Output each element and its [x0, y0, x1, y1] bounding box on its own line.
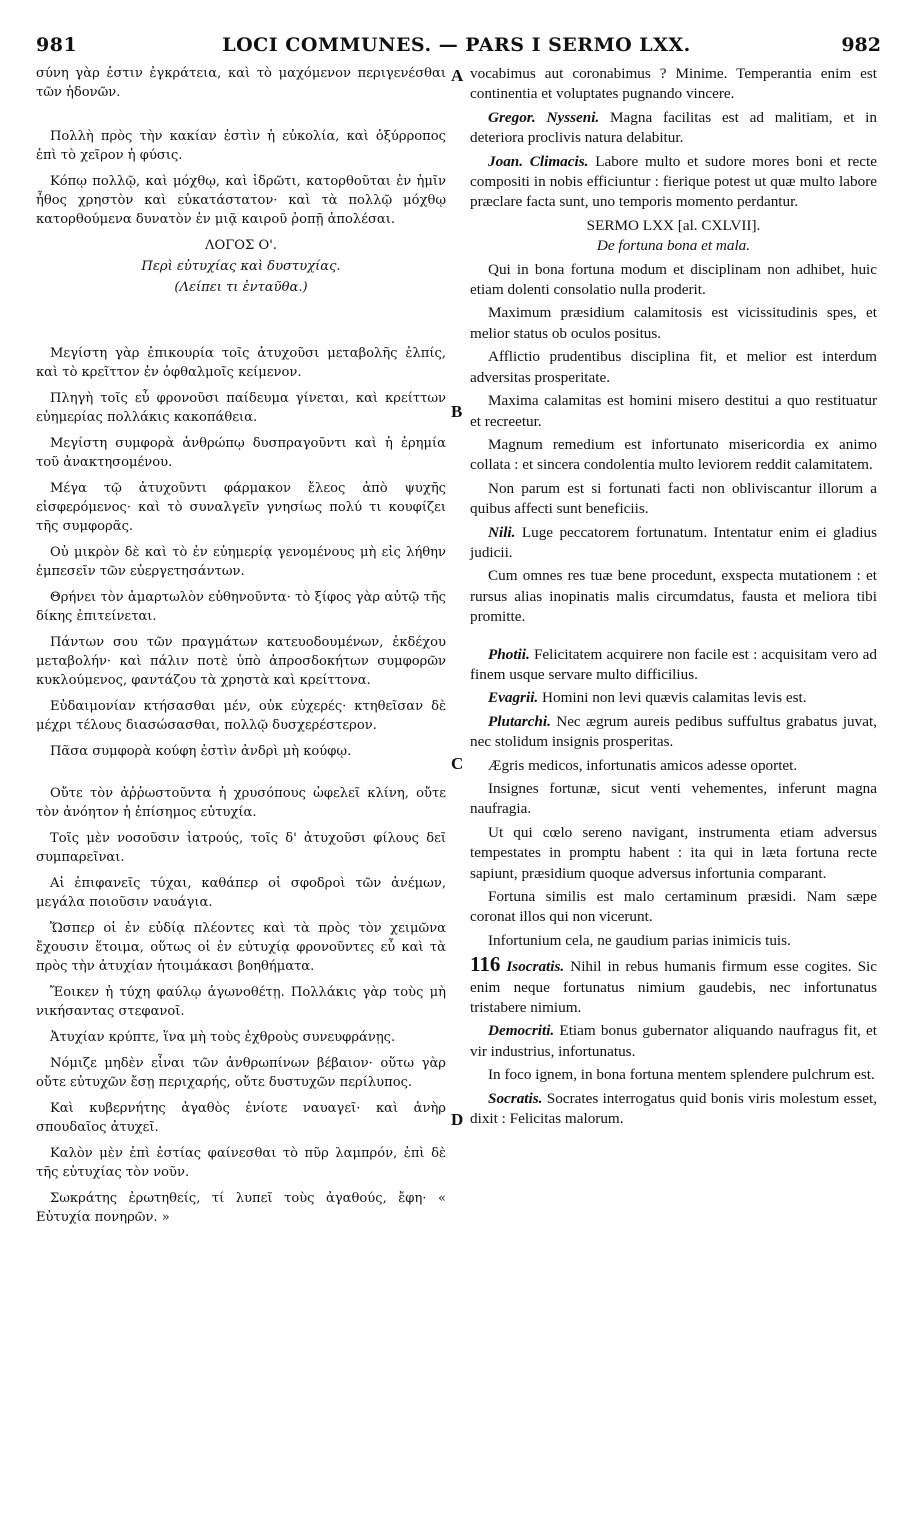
greek-paragraph: Μεγίστη συμφορὰ ἀνθρώπῳ δυσπραγοῦντι καὶ ἡ ἐρημία τοῦ ἀνακτησομένου. [36, 436, 446, 470]
latin-paragraph: Infortunium cela, ne gaudium parias inimicis tuis. [488, 931, 791, 949]
greek-paragraph: Καλὸν μὲν ἐπὶ ἑστίας φαίνεσθαι τὸ πῦρ λαμπρόν, ἐπὶ δὲ τῆς εὐτυχίας τὸν νοῦν. [36, 1146, 446, 1180]
latin-paragraph: In foco ignem, in bona fortuna mentem splendere pulchrum est. [488, 1066, 875, 1084]
margin-marker-d: D [451, 1110, 464, 1129]
latin-paragraph [470, 954, 877, 1018]
section-number: 116 [470, 952, 501, 977]
latin-paragraph [470, 1089, 877, 1130]
author-label: Photii. [488, 645, 530, 663]
greek-paragraph: Θρήνει τὸν ἁμαρτωλὸν εὐθηνοῦντα· τὸ ξίφος γὰρ αὐτῷ τῆς δίκης ἐπιτείνεται. [36, 590, 446, 624]
greek-paragraph: Κόπῳ πολλῷ, καὶ μόχθῳ, καὶ ἱδρῶτι, κατορθοῦται ἐν ἡμῖν ἦθος χρηστὸν καὶ εὐκατάστατον· καὶ τὰ πολλῷ μόχθῳ κατορθούμενα δυνατὸν ἐν μιᾷ καιροῦ ῥοπῇ ἀπολέσαι. [36, 174, 446, 227]
author-label: Joan. Climacis. [488, 152, 589, 170]
greek-paragraph: Ὥσπερ οἱ ἐν εὐδίᾳ πλέοντες καὶ τὰ πρὸς τὸν χειμῶνα ἔχουσιν ἕτοιμα, οὕτως οἱ ἐν εὐτυχίᾳ φρονοῦντες εὖ καὶ τὰ πρὸς τὴν ἀτυχίαν ἡτοιμάκασι βοηθήματα. [36, 921, 446, 974]
latin-text: Nihil in rebus humanis firmum esse cogites. Sic enim neque fortunatus nimium gaudebis, nec infortunatus tristabere nimium. [470, 958, 877, 1017]
margin-marker-b: B [451, 402, 463, 421]
greek-paragraph: Νόμιζε μηδὲν εἶναι τῶν ἀνθρωπίνων βέβαιον· οὕτω γὰρ οὔτε εὐτυχῶν ἔσῃ περιχαρής, οὔτε δυστυχῶν περίλυπος. [36, 1056, 446, 1090]
right-page-number: 982 [841, 34, 881, 56]
greek-paragraph: Σωκράτης ἐρωτηθείς, τί λυπεῖ τοὺς ἀγαθούς, ἔφη· « Εὐτυχία πονηρῶν. » [36, 1191, 446, 1225]
latin-paragraph: Cum omnes res tuæ bene procedunt, exspecta mutationem : et rursus alias inopinatis malis circumdatus, fausta et meliora tibi promitte. [470, 567, 877, 626]
greek-paragraph: Πολλὴ πρὸς τὴν κακίαν ἐστὶν ἡ εὐκολία, καὶ ὀξύρροπος ἐπὶ τὸ χεῖρον ἡ φύσις. [36, 129, 446, 163]
latin-paragraph [470, 152, 877, 213]
margin-marker-a: A [451, 66, 464, 85]
greek-sermon-subtitle: Περὶ εὐτυχίας καὶ δυστυχίας. [141, 259, 341, 274]
latin-paragraph [470, 108, 877, 149]
latin-text: Nec ægrum aureis pedibus suffultus grabatus juvat, nec stolidum insignis prosperitas. [470, 712, 877, 751]
greek-paragraph: Τοῖς μὲν νοσοῦσιν ἰατρούς, τοῖς δ' ἀτυχοῦσι φίλους δεῖ συμπαρεῖναι. [36, 831, 446, 865]
author-label: Plutarchi. [488, 712, 551, 730]
latin-column [470, 64, 877, 1133]
latin-paragraph: Afflictio prudentibus disciplina fit, et melior est interdum adversitas prosperitate. [470, 348, 877, 386]
greek-paragraph: Πᾶσα συμφορὰ κούφη ἐστὶν ἀνδρὶ μὴ κούφῳ. [50, 744, 352, 759]
latin-paragraph [470, 1021, 877, 1062]
greek-paragraph: Εὐδαιμονίαν κτήσασθαι μέν, οὐκ εὐχερές· κτηθεῖσαν δὲ μέχρι τέλους διασώσασθαι, πολλῷ δυσχερέστερον. [36, 699, 446, 733]
greek-paragraph: Πάντων σου τῶν πραγμάτων κατευοδουμένων, ἐκδέχου μεταβολήν· καὶ πάλιν ποτὲ ὑπὸ ἀπροσδοκήτων συμφορῶν κυκλούμενος, φαντάζου τὰ χρηστὰ καὶ κρείττονα. [36, 635, 446, 688]
margin-marker-c: C [451, 754, 464, 773]
latin-text: Felicitatem acquirere non facile est : acquisitam vero ad finem usque servare multo difficilius. [470, 645, 877, 683]
author-label: Socratis. [488, 1089, 543, 1107]
author-label: Gregor. Nysseni. [488, 108, 600, 126]
author-label: Nili. [488, 523, 516, 541]
latin-paragraph [470, 523, 877, 564]
latin-paragraph: Insignes fortunæ, sicut venti vehementes, inferunt magna naufragia. [470, 780, 877, 818]
greek-column [36, 64, 446, 1234]
latin-paragraph [470, 645, 877, 686]
latin-text: Luge peccatorem fortunatum. Intentatur enim ei gladius judicii. [470, 523, 877, 561]
latin-text: Labore multo et sudore mores boni et recte compositi in nobis efficiuntur : fierique potest ut quæ multo labore præclare facta sunt, uno temporis momento perdantur. [470, 152, 877, 211]
latin-sermon-heading: SERMO LXX [al. CXLVII]. [586, 216, 761, 234]
author-label: Evagrii. [488, 689, 539, 707]
latin-paragraph: Ut qui cœlo sereno navigant, instrumenta etiam adversus tempestates in promptu habent : ita qui in læta fortuna recte sapiunt, præsidium quoque adversus infortunia comparant. [470, 823, 877, 882]
latin-paragraph [470, 688, 877, 708]
greek-paragraph: Καὶ κυβερνήτης ἀγαθὸς ἐνίοτε ναυαγεῖ· καὶ ἀνὴρ σπουδαῖος ἀτυχεῖ. [36, 1101, 446, 1135]
author-label: Isocratis. [506, 958, 565, 976]
latin-text: Socrates interrogatus quid bonis viris molestum esset, dixit : Felicitas malorum. [470, 1089, 877, 1128]
latin-paragraph [470, 712, 877, 753]
author-label: Democriti. [488, 1022, 555, 1040]
latin-paragraph: vocabimus aut coronabimus ? Minime. Temperantia enim est continentia et voluptates pugnando vincere. [470, 65, 877, 103]
running-title: LOCI COMMUNES. — PARS I SERMO LXX. [222, 34, 691, 56]
greek-paragraph: Ἔοικεν ἡ τύχη φαύλῳ ἀγωνοθέτῃ. Πολλάκις γὰρ τοὺς μὴ νικήσαντας στεφανοῖ. [36, 985, 446, 1019]
latin-paragraph: Magnum remedium est infortunato misericordia ex animo collata : et sincera condolentia multo leviorem reddit calamitatem. [470, 435, 877, 474]
greek-paragraph: Αἱ ἐπιφανεῖς τύχαι, καθάπερ οἱ σφοδροὶ τῶν ἀνέμων, μεγάλα ποιοῦσιν ναυάγια. [36, 876, 446, 910]
latin-paragraph: Non parum est si fortunati facti non obliviscantur illorum a quibus affecti sunt beneficiis. [470, 479, 877, 518]
latin-paragraph: Qui in bona fortuna modum et disciplinam non adhibet, huic etiam dolenti consolatio nulla proderit. [470, 260, 877, 299]
latin-paragraph: Ægris medicos, infortunatis amicos adesse oportet. [488, 756, 798, 774]
latin-text: Etiam bonus gubernator aliquando naufragus fit, et vir industrius, infortunatus. [470, 1022, 877, 1060]
latin-paragraph: Fortuna similis est malo certaminum præsidi. Nam sæpe coronat illos qui non vicerunt. [470, 888, 877, 926]
greek-paragraph: σύνη γὰρ ἐστιν ἐγκράτεια, καὶ τὸ μαχόμενον περιγενέσθαι τῶν ἡδονῶν. [36, 66, 446, 100]
greek-paragraph: Οὐ μικρὸν δὲ καὶ τὸ ἐν εὐημερίᾳ γενομένους μὴ εἰς λήθην ἐμπεσεῖν τῶν εὐεργετησάντων. [36, 545, 446, 579]
greek-paragraph: Οὔτε τὸν ἀῤῥωστοῦντα ἡ χρυσόπους ὠφελεῖ κλίνη, οὔτε τὸν ἀνόητον ἡ ἐπίσημος εὐτυχία. [36, 786, 446, 820]
latin-paragraph: Maximum præsidium calamitosis est vicissitudinis spes, et melior status ob oculos positus. [470, 304, 877, 342]
latin-sermon-subtitle: De fortuna bona et mala. [596, 237, 751, 255]
greek-paragraph: Ἀτυχίαν κρύπτε, ἵνα μὴ τοὺς ἐχθροὺς συνευφράνῃς. [50, 1030, 396, 1045]
left-page-number: 981 [36, 34, 78, 56]
greek-sermon-heading: ΛΟΓΟΣ Ο'. [205, 238, 277, 253]
latin-paragraph: Maxima calamitas est homini misero destitui a quo restituatur et recreetur. [470, 392, 877, 430]
greek-paragraph: Μεγίστη γὰρ ἐπικουρία τοῖς ἀτυχοῦσι μεταβολῆς ἐλπίς, καὶ τὸ κρεῖττον ἐν ὀφθαλμοῖς κείμενον. [36, 346, 446, 380]
greek-paragraph: Μέγα τῷ ἀτυχοῦντι φάρμακον ἔλεος ἀπὸ ψυχῆς εἰσφερόμενος· καὶ τὸ συναλγεῖν γνησίως πολύ τι κουφίζει τῆς συμφορᾶς. [36, 481, 446, 534]
greek-lacuna-note: (Λείπει τι ἐνταῦθα.) [174, 280, 308, 295]
running-header [0, 34, 913, 58]
latin-text: Magna facilitas est ad malitiam, et in deteriora proclivis natura delabitur. [470, 108, 877, 147]
greek-paragraph: Πληγὴ τοῖς εὖ φρονοῦσι παίδευμα γίνεται, καὶ κρείττων εὐημερίας πολλάκις κακοπάθεια. [36, 391, 446, 425]
latin-text: Homini non levi quævis calamitas levis est. [538, 689, 807, 707]
